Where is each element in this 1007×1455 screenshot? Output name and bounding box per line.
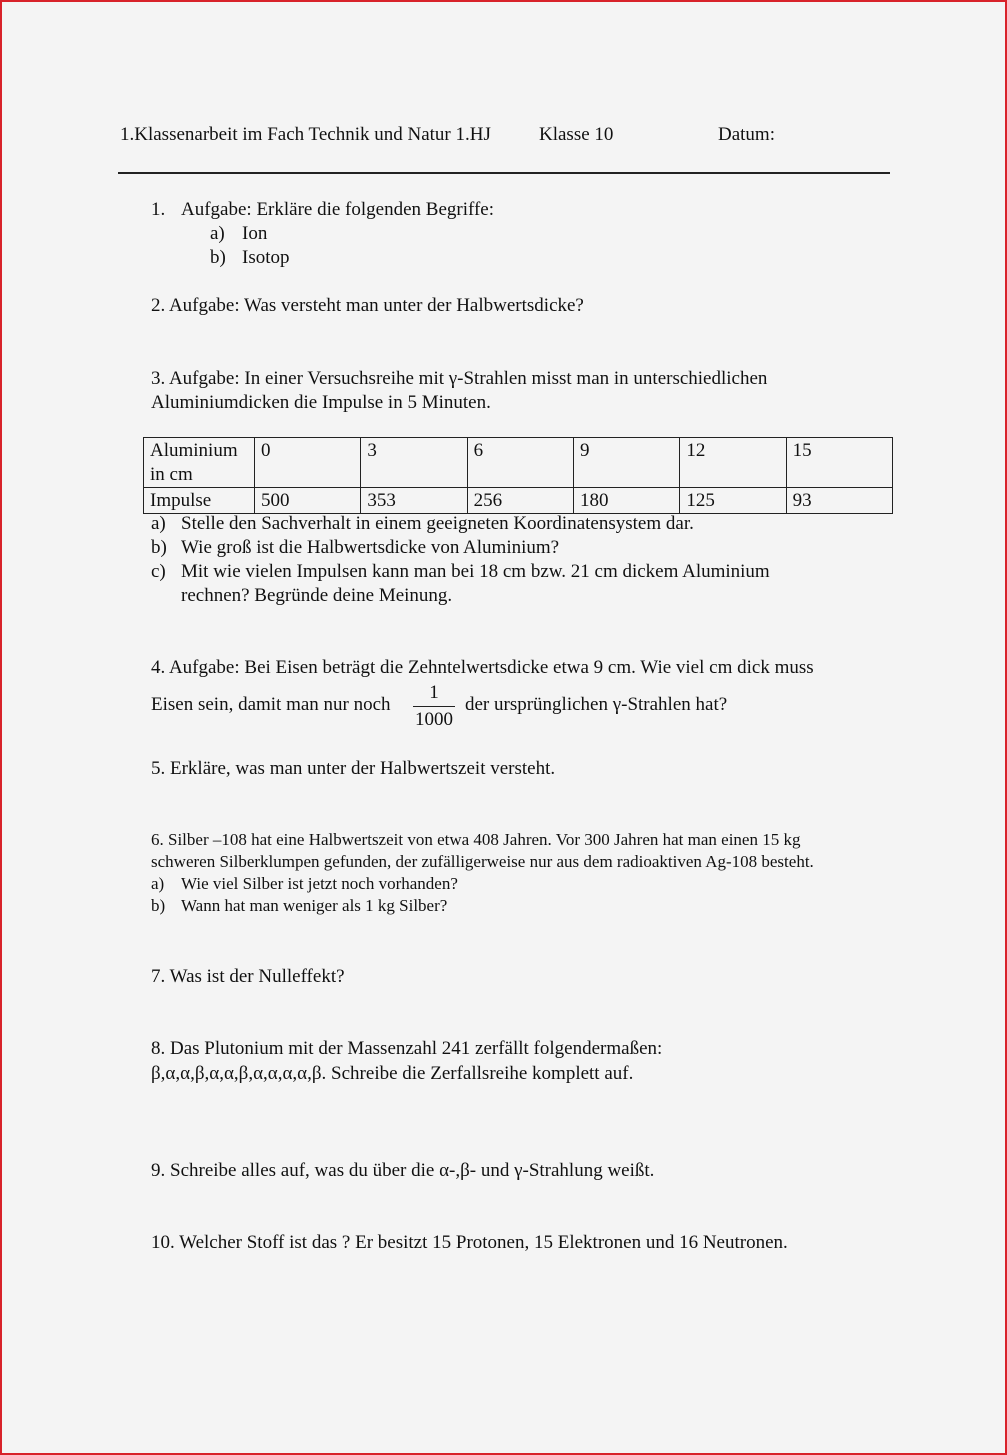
fraction-bar bbox=[413, 706, 455, 707]
q3-item-a-text: Stelle den Sachverhalt in einem geeigneten Koordinatensystem dar. bbox=[181, 513, 694, 534]
table-cell: 6 bbox=[467, 438, 573, 488]
q3-item-b-text: Wie groß ist die Halbwertsdicke von Aluminium? bbox=[181, 537, 560, 558]
table-row bbox=[144, 438, 893, 488]
q1-item-b-text: Isotop bbox=[242, 247, 290, 268]
q4-line2-before: Eisen sein, damit man nur noch bbox=[151, 694, 391, 715]
q3-item-c-text: Mit wie vielen Impulsen kann man bei 18 cm bzw. 21 cm dickem Aluminium bbox=[181, 561, 770, 582]
q4-line1: 4. Aufgabe: Bei Eisen beträgt die Zehntelwertsdicke etwa 9 cm. Wie viel cm dick muss bbox=[151, 657, 814, 678]
q6-line1: 6. Silber –108 hat eine Halbwertszeit von etwa 408 Jahren. Vor 300 Jahren hat man einen 15 kg bbox=[151, 830, 801, 849]
fraction-numerator: 1 bbox=[429, 682, 439, 703]
q1-item-a-label: a) bbox=[210, 223, 225, 244]
q1-item-a-text: Ion bbox=[242, 223, 268, 244]
table-header-line1: Aluminium bbox=[150, 440, 238, 461]
fraction-denominator: 1000 bbox=[415, 709, 453, 730]
q3-line1: 3. Aufgabe: In einer Versuchsreihe mit γ-Strahlen misst man in unterschiedlichen bbox=[151, 368, 768, 389]
table-cell: 9 bbox=[573, 438, 679, 488]
q3-item-c-label: c) bbox=[151, 561, 166, 582]
q7-text: 7. Was ist der Nulleffekt? bbox=[151, 966, 345, 987]
q2-text: 2. Aufgabe: Was versteht man unter der Halbwertsdicke? bbox=[151, 295, 584, 316]
table-cell: 500 bbox=[255, 488, 361, 514]
q3-item-a-label: a) bbox=[151, 513, 166, 534]
exam-title: 1.Klassenarbeit im Fach Technik und Natur 1.HJ bbox=[120, 124, 491, 145]
q6-item-b-text: Wann hat man weniger als 1 kg Silber? bbox=[181, 896, 448, 915]
table-row bbox=[144, 488, 893, 514]
table-cell: 93 bbox=[786, 488, 892, 514]
table-header-aluminium bbox=[144, 438, 255, 488]
table-cell: 180 bbox=[573, 488, 679, 514]
table-cell: 256 bbox=[467, 488, 573, 514]
q1-number: 1. bbox=[151, 199, 166, 220]
table-cell: 125 bbox=[680, 488, 786, 514]
q6-line2: schweren Silberklumpen gefunden, der zufälligerweise nur aus dem radioaktiven Ag-108 besteht. bbox=[151, 852, 814, 871]
q3-item-c-text-cont: rechnen? Begründe deine Meinung. bbox=[181, 585, 453, 606]
table-cell: 3 bbox=[361, 438, 467, 488]
table-cell: 353 bbox=[361, 488, 467, 514]
header-divider bbox=[118, 172, 890, 174]
class-label: Klasse 10 bbox=[539, 124, 614, 145]
q1-item-b-label: b) bbox=[210, 247, 226, 268]
q6-item-a-text: Wie viel Silber ist jetzt noch vorhanden? bbox=[181, 874, 458, 893]
q4-line2-after: der ursprünglichen γ-Strahlen hat? bbox=[465, 694, 728, 715]
date-label: Datum: bbox=[718, 124, 775, 145]
q8-line2: β,α,α,β,α,α,β,α,α,α,α,β. Schreibe die Zerfallsreihe komplett auf. bbox=[151, 1063, 634, 1084]
q6-item-b-label: b) bbox=[151, 896, 166, 915]
q10-text: 10. Welcher Stoff ist das ? Er besitzt 15 Protonen, 15 Elektronen und 16 Neutronen. bbox=[151, 1232, 788, 1253]
q5-text: 5. Erkläre, was man unter der Halbwertszeit versteht. bbox=[151, 758, 556, 779]
table-cell: 15 bbox=[786, 438, 892, 488]
q3-line2: Aluminiumdicken die Impulse in 5 Minuten. bbox=[151, 392, 491, 413]
q6-item-a-label: a) bbox=[151, 874, 165, 893]
table-cell: 0 bbox=[255, 438, 361, 488]
q9-text: 9. Schreibe alles auf, was du über die α-,β- und γ-Strahlung weißt. bbox=[151, 1160, 655, 1181]
table-cell: 12 bbox=[680, 438, 786, 488]
table-header-line2: in cm bbox=[150, 464, 193, 485]
q8-line1: 8. Das Plutonium mit der Massenzahl 241 zerfällt folgendermaßen: bbox=[151, 1038, 663, 1059]
table-header-impulse: Impulse bbox=[144, 488, 255, 514]
q1-text: Aufgabe: Erkläre die folgenden Begriffe: bbox=[181, 199, 495, 220]
q3-item-b-label: b) bbox=[151, 537, 167, 558]
aluminium-impulse-table bbox=[143, 437, 893, 514]
